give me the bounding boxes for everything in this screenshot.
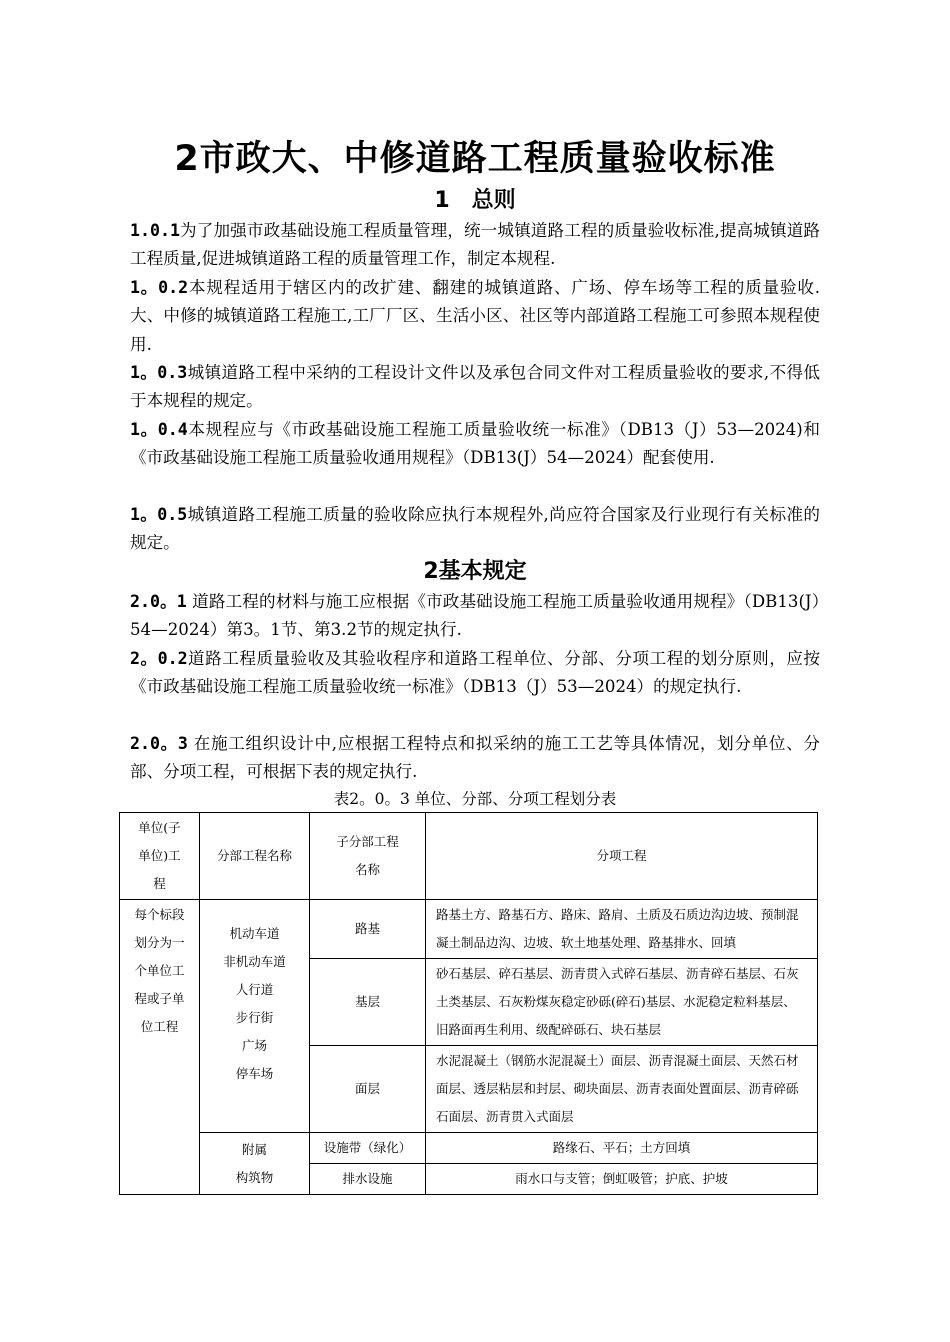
clause-1-0-4	[130, 416, 820, 473]
header-items: 分项工程	[426, 813, 818, 900]
clause-text: 道路工程的材料与施工应根据《市政基础设施工程施工质量验收通用规程》（DB13(J）54—2024）第3。1节、第3.2节的规定执行.	[130, 592, 820, 640]
subdivision-cell: 排水设施	[310, 1164, 426, 1195]
clause-2-0-2	[130, 645, 820, 702]
subdivision-cell: 设施带（绿化）	[310, 1133, 426, 1164]
subdivision-cell: 面层	[310, 1046, 426, 1133]
clause-number: 2.0。1	[130, 592, 187, 611]
table-row	[120, 900, 818, 959]
clause-1-0-1	[130, 217, 820, 274]
unit-cell: 每个标段 划分为一 个单位工 程或子单 位工程	[120, 900, 200, 1195]
division-aux-cell: 附属 构筑物	[200, 1133, 310, 1195]
clause-2-0-1	[130, 588, 820, 645]
section-heading-basic-rules: 2基本规定	[423, 559, 527, 584]
items-cell: 雨水口与支管；倒虹吸管；护底、护坡	[426, 1164, 818, 1195]
clause-text: 本规程应与《市政基础设施工程施工质量验收统一标准》（DB13（J）53—2024)和《市政基础设施工程施工质量验收通用规程》（DB13(J）54—2024）配套使用.	[130, 420, 820, 468]
clause-number: 1。0.4	[130, 420, 188, 439]
table-header-row	[120, 813, 818, 900]
division-table	[119, 812, 818, 1195]
header-subdivision: 子分部工程 名称	[310, 813, 426, 900]
header-division: 分部工程名称	[200, 813, 310, 900]
table-row	[120, 1133, 818, 1164]
clause-text: 城镇道路工程中采纳的工程设计文件以及承包合同文件对工程质量验收的要求,不得低于本规程的规定。	[130, 363, 820, 411]
items-cell: 砂石基层、碎石基层、沥青贯入式碎石基层、沥青碎石基层、石灰土类基层、石灰粉煤灰稳定砂砾(碎石)基层、水泥稳定粒料基层、旧路面再生利用、级配碎砾石、块石基层	[426, 959, 818, 1046]
clause-text: 城镇道路工程施工质量的验收除应执行本规程外,尚应符合国家及行业现行有关标准的规定。	[130, 505, 820, 553]
division-main-cell: 机动车道 非机动车道 人行道 步行街 广场 停车场	[200, 900, 310, 1133]
clause-number: 1。0.5	[130, 505, 188, 524]
clause-text: 本规程适用于辖区内的改扩建、翻建的城镇道路、广场、停车场等工程的质量验收.大、中修的城镇道路工程施工,工厂厂区、生活小区、社区等内部道路工程施工可参照本规程使用.	[130, 278, 820, 354]
table-caption: 表2。0。3 单位、分部、分项工程划分表	[333, 790, 617, 808]
clause-text: 为了加强市政基础设施工程质量管理，统一城镇道路工程的质量验收标准,提高城镇道路工程质量,促进城镇道路工程的质量管理工作，制定本规程.	[130, 221, 820, 269]
clause-number: 2。0.2	[130, 649, 188, 668]
items-cell: 水泥混凝土（钢筋水泥混凝土）面层、沥青混凝土面层、天然石材面层、透层粘层和封层、砌块面层、沥青表面处置面层、沥青碎砾石面层、沥青贯入式面层	[426, 1046, 818, 1133]
items-cell: 路基土方、路基石方、路床、路肩、土质及石质边沟边坡、预制混凝土制品边沟、边坡、软土地基处理、路基排水、回填	[426, 900, 818, 959]
clause-number: 1。0.2	[130, 278, 189, 297]
clause-text: 道路工程质量验收及其验收程序和道路工程单位、分部、分项工程的划分原则，应按《市政基础设施工程施工质量验收统一标准》（DB13（J）53—2024）的规定执行.	[130, 649, 820, 697]
clause-number: 1。0.3	[130, 363, 188, 382]
clause-1-0-2	[130, 274, 820, 359]
clause-1-0-3	[130, 359, 820, 416]
header-unit: 单位(子 单位)工 程	[120, 813, 200, 900]
page-title: 2市政大、中修道路工程质量验收标准	[174, 139, 776, 179]
clause-number: 1.0.1	[130, 221, 180, 240]
subdivision-cell: 路基	[310, 900, 426, 959]
clause-2-0-3	[130, 730, 820, 787]
clause-number: 2.0。3	[130, 734, 188, 753]
clause-1-0-5	[130, 501, 820, 558]
items-cell: 路缘石、平石；土方回填	[426, 1133, 818, 1164]
clause-text: 在施工组织设计中,应根据工程特点和拟采纳的施工工艺等具体情况，划分单位、分部、分项工程，可根据下表的规定执行.	[130, 734, 820, 782]
section-heading-general: 1 总则	[434, 188, 516, 213]
subdivision-cell: 基层	[310, 959, 426, 1046]
